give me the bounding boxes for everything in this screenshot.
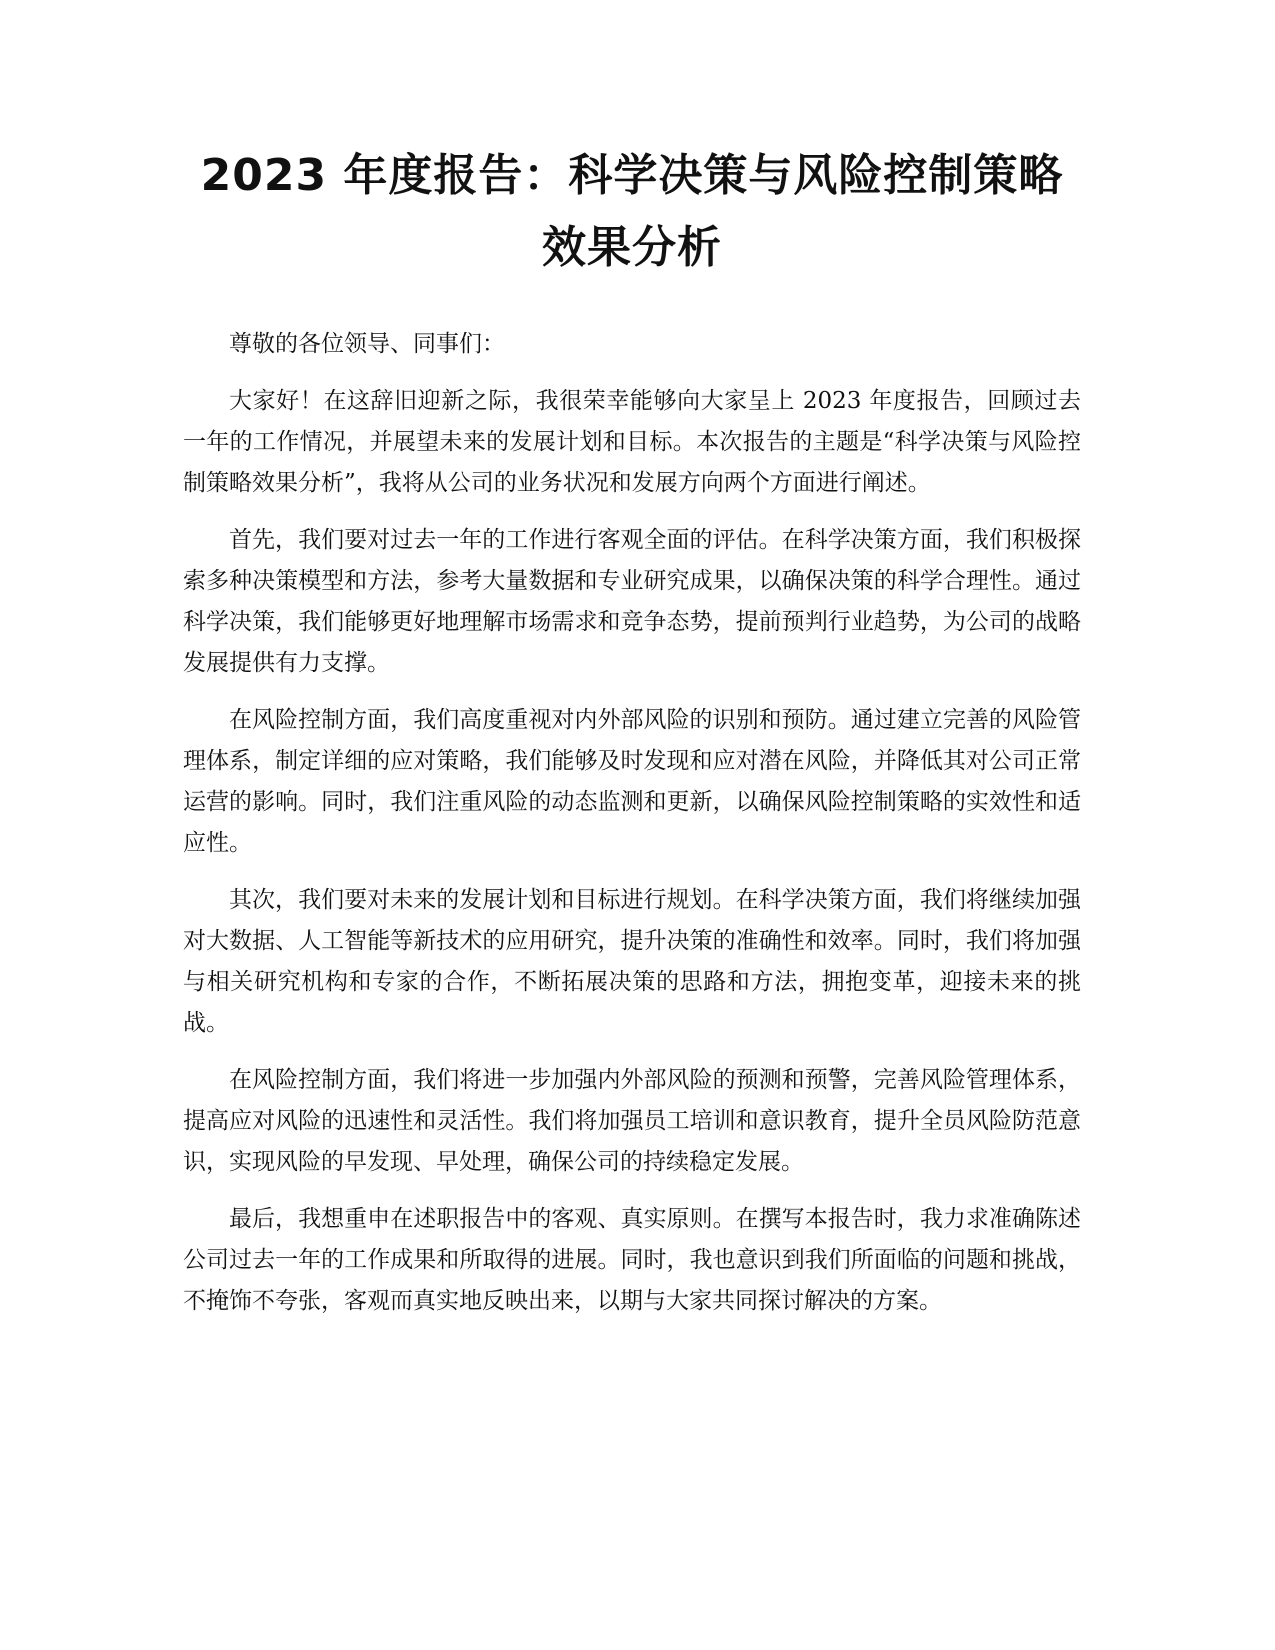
document-title: 2023 年度报告：科学决策与风险控制策略效果分析 — [200, 150, 1064, 273]
paragraph-future-decision: 其次，我们要对未来的发展计划和目标进行规划。在科学决策方面，我们将继续加强对大数据、人工智能等新技术的应用研究，提升决策的准确性和效率。同时，我们将加强与相关研究机构和专家的合作，不断拓展决策的思路和方法，拥抱变革，迎接未来的挑战。 — [183, 887, 1081, 1036]
paragraph-future-risk: 在风险控制方面，我们将进一步加强内外部风险的预测和预警，完善风险管理体系，提高应对风险的迅速性和灵活性。我们将加强员工培训和意识教育，提升全员风险防范意识，实现风险的早发现、早处理，确保公司的持续稳定发展。 — [183, 1067, 1081, 1175]
document-page — [183, 140, 1081, 1338]
paragraph-past-risk: 在风险控制方面，我们高度重视对内外部风险的识别和预防。通过建立完善的风险管理体系，制定详细的应对策略，我们能够及时发现和应对潜在风险，并降低其对公司正常运营的影响。同时，我们注重风险的动态监测和更新，以确保风险控制策略的实效性和适应性。 — [183, 707, 1081, 856]
paragraph-salutation: 尊敬的各位领导、同事们： — [229, 331, 505, 357]
paragraph-conclusion: 最后，我想重申在述职报告中的客观、真实原则。在撰写本报告时，我力求准确陈述公司过去一年的工作成果和所取得的进展。同时，我也意识到我们所面临的问题和挑战，不掩饰不夸张，客观而真实地反映出来，以期与大家共同探讨解决的方案。 — [183, 1206, 1081, 1314]
paragraph-introduction: 大家好！在这辞旧迎新之际，我很荣幸能够向大家呈上 2023 年度报告，回顾过去一年的工作情况，并展望未来的发展计划和目标。本次报告的主题是“科学决策与风险控制策略效果分析”，我将从公司的业务状况和发展方向两个方面进行阐述。 — [183, 388, 1081, 496]
paragraph-past-decision: 首先，我们要对过去一年的工作进行客观全面的评估。在科学决策方面，我们积极探索多种决策模型和方法，参考大量数据和专业研究成果，以确保决策的科学合理性。通过科学决策，我们能够更好地理解市场需求和竞争态势，提前预判行业趋势，为公司的战略发展提供有力支撑。 — [183, 527, 1081, 676]
